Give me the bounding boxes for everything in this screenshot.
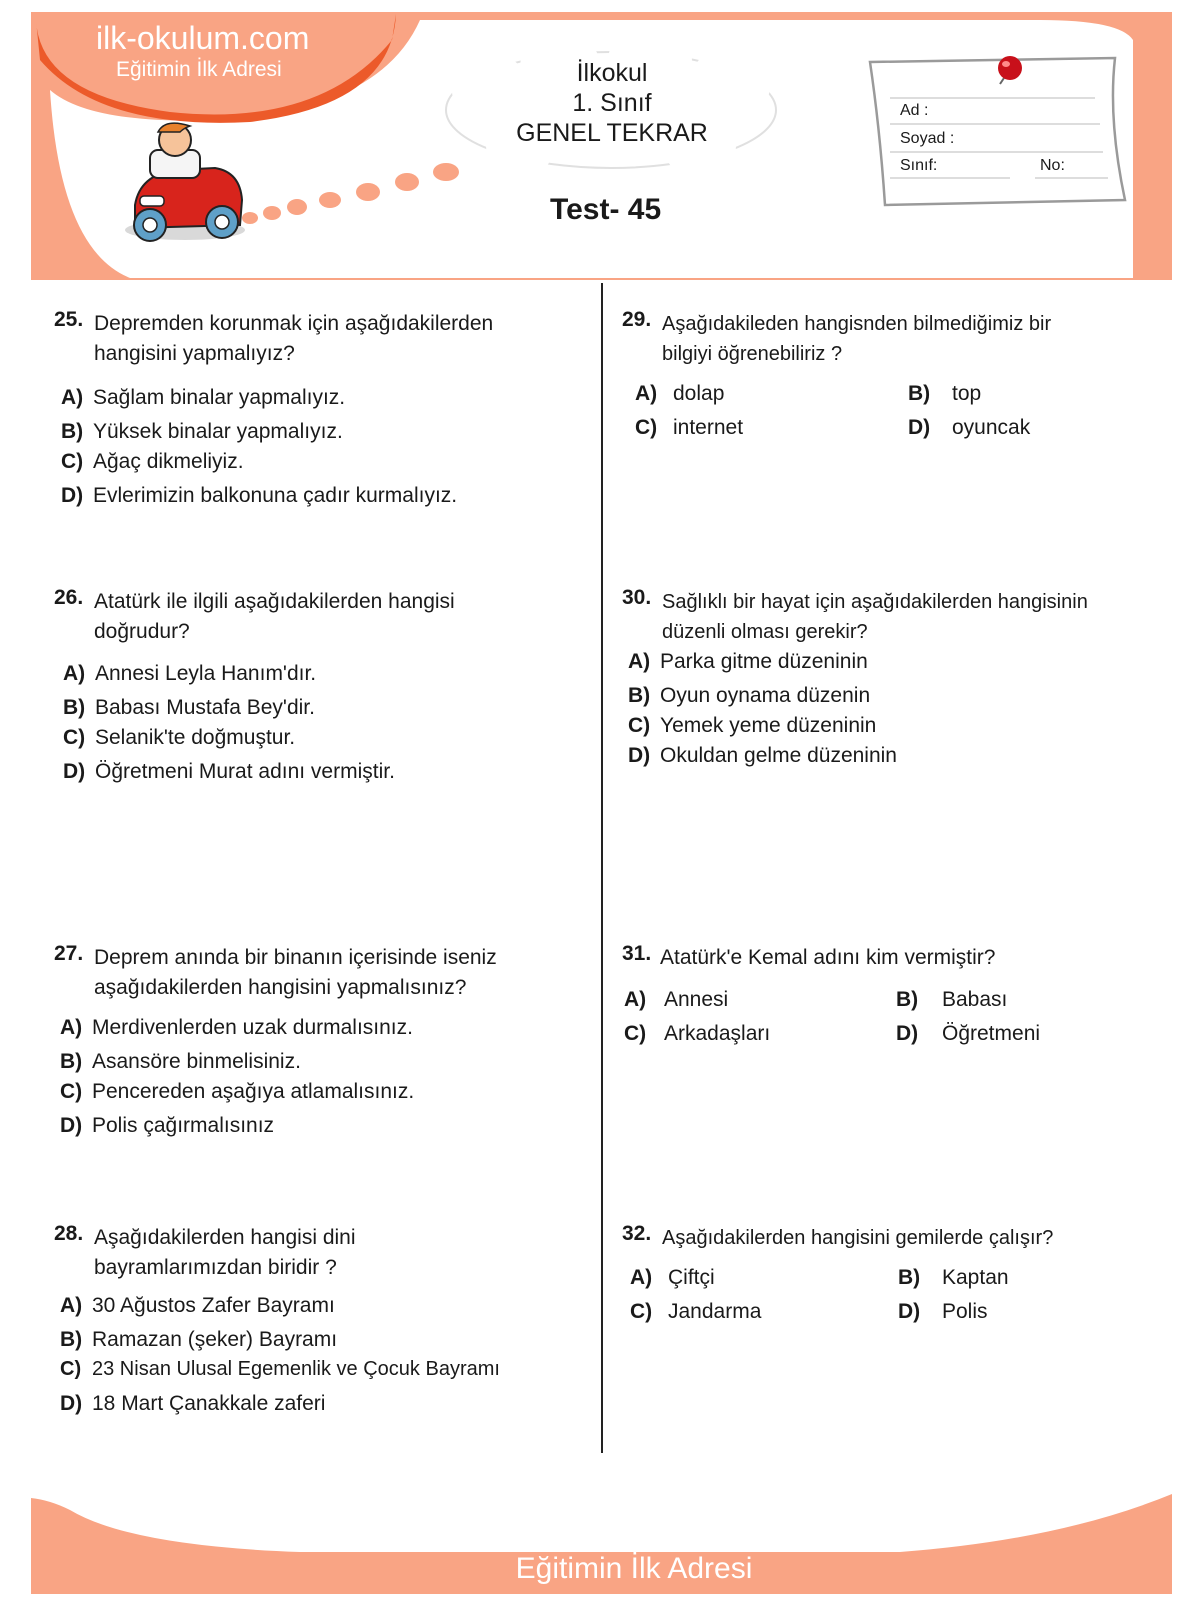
question-text: Aşağıdakilerden hangisi dini bayramlarımızdan biridir ?: [94, 1226, 356, 1279]
card-surname-label: Soyad :: [900, 130, 955, 147]
question-text: Depremden korunmak için aşağıdakilerden hangisini yapmalıyız?: [94, 312, 494, 365]
question-text: Atatürk'e Kemal adını kim vermiştir?: [660, 946, 996, 969]
brand-tagline: Eğitimin İlk Adresi: [116, 58, 282, 81]
option-b[interactable]: B) Babası Mustafa Bey'dir.: [63, 696, 315, 719]
card-class-label: Sınıf:: [900, 157, 938, 174]
option-d[interactable]: D) Polis: [898, 1300, 988, 1323]
question-text: Atatürk ile ilgili aşağıdakilerden hangisi doğrudur?: [94, 590, 455, 643]
option-b[interactable]: B) Babası: [896, 988, 1008, 1011]
question-text: Aşağıdakileden hangisnden bilmediğimiz bir bilgiyi öğrenebiliriz ?: [662, 313, 1052, 365]
option-a[interactable]: A) 30 Ağustos Zafer Bayramı: [60, 1294, 335, 1317]
question-29: [622, 308, 1172, 448]
option-b[interactable]: B) Yüksek binalar yapmalıyız.: [61, 420, 343, 443]
card-number-label: No:: [1040, 157, 1065, 174]
question-number: 30.: [622, 586, 652, 609]
option-b[interactable]: B) Ramazan (şeker) Bayramı: [60, 1328, 338, 1351]
option-c[interactable]: C) Jandarma: [630, 1300, 762, 1323]
option-b[interactable]: B) Asansöre binmelisiniz.: [60, 1050, 301, 1073]
option-b[interactable]: B) Oyun oynama düzenin: [628, 684, 871, 707]
question-32: [622, 1222, 1172, 1342]
topic-label: GENEL TEKRAR: [516, 119, 708, 147]
test-title: Test- 45: [550, 193, 662, 226]
option-a[interactable]: A) Merdivenlerden uzak durmalısınız.: [60, 1016, 413, 1039]
option-c[interactable]: C) Pencereden aşağıya atlamalısınız.: [60, 1080, 415, 1103]
option-c[interactable]: C) Arkadaşları: [624, 1022, 771, 1045]
question-31: [622, 942, 1172, 1062]
option-b[interactable]: B) Kaptan: [898, 1266, 1009, 1289]
question-number: 28.: [54, 1222, 84, 1245]
question-25: [54, 308, 594, 508]
option-a[interactable]: A) Sağlam binalar yapmalıyız.: [61, 386, 346, 409]
question-30: [622, 586, 1182, 776]
option-c[interactable]: C) Ağaç dikmeliyiz.: [61, 450, 244, 473]
option-d[interactable]: D) Polis çağırmalısınız: [60, 1114, 275, 1137]
question-27: [54, 942, 594, 1142]
option-a[interactable]: A) Çiftçi: [630, 1266, 715, 1289]
option-a[interactable]: A) Annesi: [624, 988, 729, 1011]
footer-brand-tagline: Eğitimin İlk Adresi: [515, 1552, 753, 1585]
brand-name: ilk-okulum.com: [96, 20, 310, 56]
option-c[interactable]: C) internet: [635, 416, 744, 439]
option-d[interactable]: D) Öğretmeni Murat adını vermiştir.: [63, 760, 395, 783]
card-name-label: Ad :: [900, 102, 929, 119]
column-divider: [601, 283, 603, 1453]
question-26: [54, 586, 594, 796]
option-b[interactable]: B) top: [908, 382, 982, 405]
question-number: 25.: [54, 308, 84, 331]
option-a[interactable]: A) Annesi Leyla Hanım'dır.: [63, 662, 317, 685]
question-number: 32.: [622, 1222, 652, 1245]
grade-level-label: 1. Sınıf: [572, 89, 652, 117]
option-c[interactable]: C) Yemek yeme düzeninin: [628, 714, 877, 737]
option-c[interactable]: C) Selanik'te doğmuştur.: [63, 726, 296, 749]
option-a[interactable]: A) dolap: [635, 382, 725, 405]
question-number: 27.: [54, 942, 84, 965]
option-d[interactable]: D) Evlerimizin balkonuna çadır kurmalıyız.: [61, 484, 458, 507]
option-c[interactable]: C) 23 Nisan Ulusal Egemenlik ve Çocuk Bayramı: [60, 1358, 500, 1380]
footer-brand-name: ilk-okulum.com: [493, 1504, 775, 1551]
question-number: 31.: [622, 942, 652, 965]
question-text: Sağlıklı bir hayat için aşağıdakilerden hangisinin düzenli olması gerekir?: [662, 591, 1088, 643]
question-text: Deprem anında bir binanın içerisinde iseniz aşağıdakilerden hangisini yapmalısınız?: [94, 946, 497, 999]
option-d[interactable]: D) Okuldan gelme düzeninin: [628, 744, 897, 767]
question-number: 26.: [54, 586, 84, 609]
option-d[interactable]: D) oyuncak: [908, 416, 1031, 439]
question-number: 29.: [622, 308, 652, 331]
option-d[interactable]: D) 18 Mart Çanakkale zaferi: [60, 1392, 326, 1415]
option-a[interactable]: A) Parka gitme düzeninin: [628, 650, 868, 673]
grade-school-label: İlkokul: [576, 59, 648, 87]
question-28: [54, 1222, 599, 1422]
question-text: Aşağıdakilerden hangisini gemilerde çalışır?: [662, 1227, 1054, 1249]
option-d[interactable]: D) Öğretmeni: [896, 1022, 1041, 1045]
